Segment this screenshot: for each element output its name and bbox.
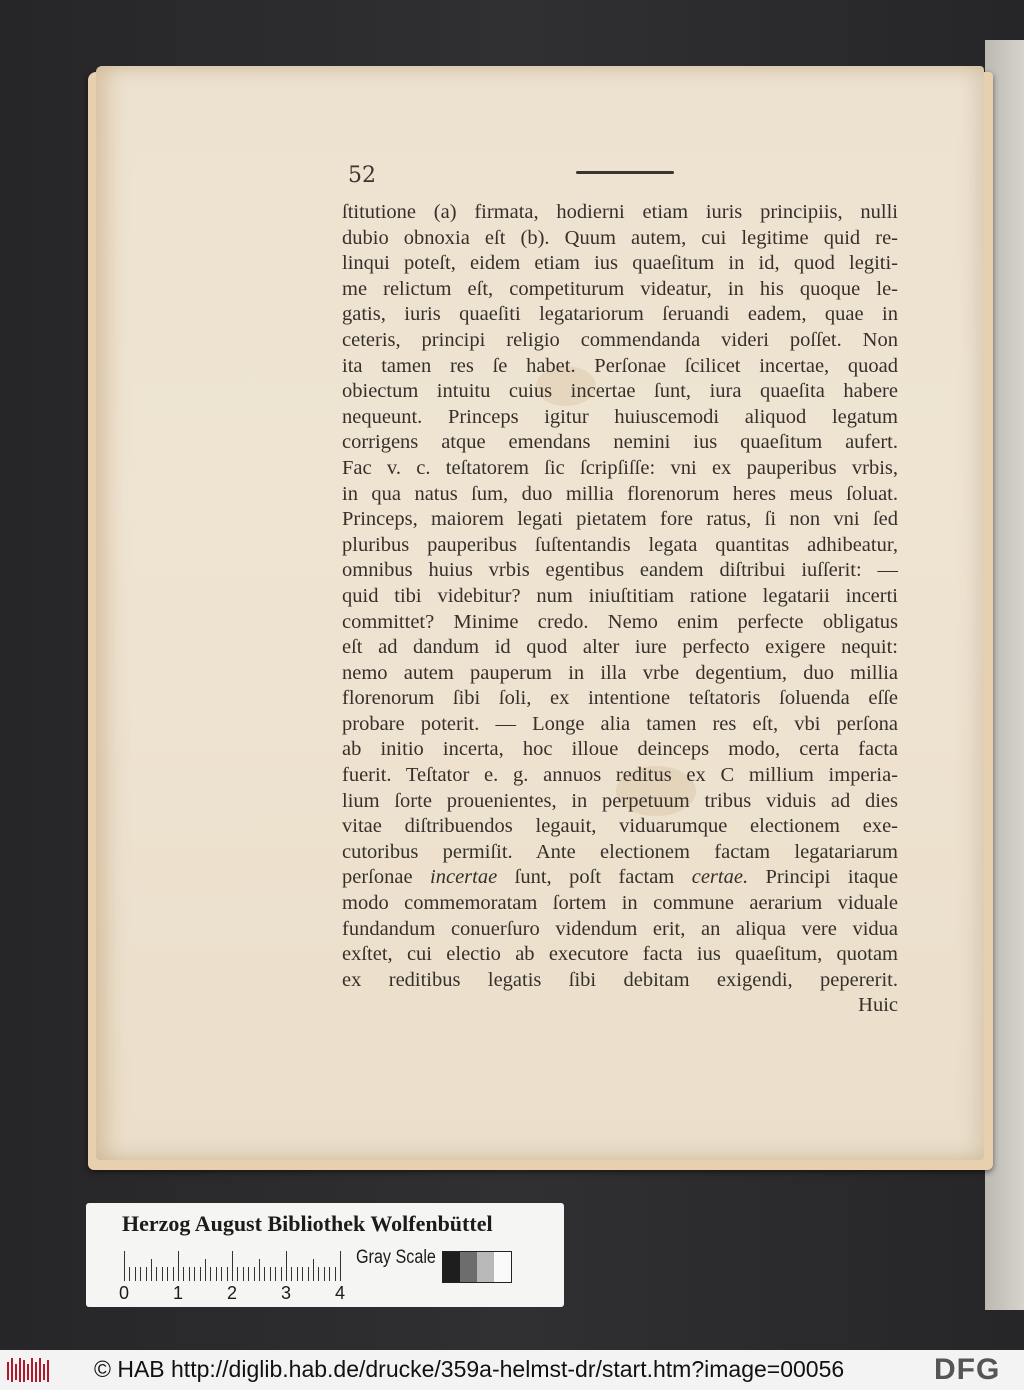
text-line: linqui poteſt, eidem etiam ius quaeſitum in id, quod legiti- <box>342 252 898 275</box>
text-line: nequeunt. Princeps igitur huiuscemodi aliquod legatum <box>342 405 898 428</box>
ruler-tick <box>313 1259 314 1281</box>
text-line: eſt ad dandum id quod alter iure perfecto exigere nequit: <box>342 636 898 659</box>
page-number: 52 <box>348 163 376 188</box>
library-name: Herzog August Bibliothek Wolfenbüttel <box>122 1211 493 1236</box>
ruler-tick <box>275 1267 276 1281</box>
ruler-tick <box>291 1267 292 1281</box>
ruler-tick <box>173 1267 174 1281</box>
text-line: vitae diſtribuendos legauit, viduarumque electionem exe- <box>342 815 898 838</box>
text-line: cutoribus permiſit. Ante electionem factam legatariarum <box>342 840 898 863</box>
ruler-tick <box>324 1267 325 1281</box>
ruler-tick <box>140 1267 141 1281</box>
text-line: obiectum intuitu cuius incertae ſunt, iura quaeſita habere <box>342 380 898 403</box>
text-line: corrigens atque emendans nemini ius quaeſitum aufert. <box>342 431 898 454</box>
copyright-url[interactable]: © HAB http://diglib.hab.de/drucke/359a-helmst-dr/start.htm?image=00056 <box>94 1356 845 1382</box>
ruler-tick <box>156 1267 157 1281</box>
text-line: Fac v. c. teſtatorem ſic ſcripſiſſe: vni ex pauperibus vrbis, <box>342 456 898 479</box>
ruler-tick <box>259 1259 260 1281</box>
ruler-tick <box>232 1251 233 1281</box>
ruler-tick <box>167 1267 168 1281</box>
ruler-tick <box>183 1267 184 1281</box>
ruler-tick <box>318 1267 319 1281</box>
text-line-italic-mix: perſonae incertae ſunt, poſt factam certae. Principi itaque <box>342 866 898 889</box>
text-line: nemo autem pauperum in illa vrbe degentium, duo millia <box>342 661 898 684</box>
ruler-tick <box>194 1267 195 1281</box>
header-rule <box>576 171 674 174</box>
gray-swatch <box>477 1252 494 1282</box>
color-target-card <box>86 1203 564 1307</box>
text-line: exſtet, cui electio ab executore facta ius quaeſitum, quotam <box>342 943 898 966</box>
text-line: probare poterit. — Longe alia tamen res eſt, vbi perſona <box>342 712 898 735</box>
ruler-tick <box>329 1267 330 1281</box>
gray-scale-bar <box>442 1251 512 1283</box>
text-line: lium ſorte prouenientes, in perpetuum tribus viduis ad dies <box>342 789 898 812</box>
scale-number: 3 <box>281 1283 292 1303</box>
ruler-tick <box>189 1267 190 1281</box>
scale-number: 0 <box>119 1283 130 1303</box>
text-line: pluribus pauperibus ſuſtentandis legata quantitas adhibeatur, <box>342 533 898 556</box>
italic-word: incertae <box>430 866 498 889</box>
scale-number: 2 <box>227 1283 238 1303</box>
ruler-tick <box>254 1267 255 1281</box>
hab-logo-icon <box>6 1356 50 1384</box>
text-line: omnibus huius vrbis egentibus eandem diſtribui iuſſerit: — <box>342 559 898 582</box>
gray-swatch <box>494 1252 511 1282</box>
ruler-tick <box>286 1251 287 1281</box>
text-line: modo commemoratam ſortem in commune aerarium viduale <box>342 892 898 915</box>
ruler-tick <box>335 1267 336 1281</box>
text-line: me relictum eſt, competiturum videatur, in his quoque le- <box>342 277 898 300</box>
ruler-tick <box>227 1267 228 1281</box>
scale-number: 1 <box>173 1283 184 1303</box>
ruler-tick <box>129 1267 130 1281</box>
text-line: fuerit. Teſtator e. g. annuos reditus ex C millium imperia- <box>342 764 898 787</box>
ruler-tick <box>264 1267 265 1281</box>
dfg-logo: DFG <box>934 1353 1001 1386</box>
italic-word: certae. <box>691 866 749 889</box>
gray-swatch <box>443 1252 460 1282</box>
ruler-tick <box>243 1267 244 1281</box>
gray-scale-label: Gray Scale <box>356 1247 436 1268</box>
ruler-tick <box>162 1267 163 1281</box>
gray-swatch <box>460 1252 477 1282</box>
text-line: florenorum ſibi ſoli, ex intentione teſtatoris ſoluenda eſſe <box>342 687 898 710</box>
text-line: fundandum conuerſuro videndum erit, an aliqua vere vidua <box>342 917 898 940</box>
ruler-tick <box>237 1267 238 1281</box>
text-line: gatis, iuris quaeſiti legatariorum ſeruandi eadem, quae in <box>342 303 898 326</box>
ruler-tick <box>281 1267 282 1281</box>
body-text <box>342 200 898 1019</box>
text-line: ceteris, principi religio commendanda videri poſſet. Non <box>342 328 898 351</box>
ruler-tick <box>302 1267 303 1281</box>
ruler-tick <box>340 1251 341 1281</box>
ruler-tick <box>200 1267 201 1281</box>
ruler-tick <box>205 1259 206 1281</box>
text-line: Princeps, maiorem legati pietatem fore ratus, ſi non vni ſed <box>342 508 898 531</box>
text-line: dubio obnoxia eſt (b). Quum autem, cui legitime quid re- <box>342 226 898 249</box>
text-line: ab initio incerta, hoc illoue deinceps modo, certa facta <box>342 738 898 761</box>
ruler-tick <box>297 1267 298 1281</box>
ruler-tick <box>178 1251 179 1281</box>
text-line: ſtitutione (a) firmata, hodierni etiam iuris principiis, nulli <box>342 201 898 223</box>
ruler-tick <box>216 1267 217 1281</box>
ruler-tick <box>308 1267 309 1281</box>
text-line: committet? Minime credo. Nemo enim perfecte obligatus <box>342 610 898 633</box>
ruler-tick <box>151 1259 152 1281</box>
text-line: quid tibi videbitur? num iniuſtitiam ratione legatarii incerti <box>342 584 898 607</box>
text-line: ita tamen res ſe habet. Perſonae ſcilicet incertae, quoad <box>342 354 898 377</box>
ruler-tick <box>210 1267 211 1281</box>
ruler-tick <box>146 1267 147 1281</box>
ruler-tick <box>248 1267 249 1281</box>
text-line: ex reditibus legatis ſibi debitam exigendi, pepererit. <box>342 968 898 991</box>
scale-ruler <box>124 1249 344 1281</box>
ruler-tick <box>135 1267 136 1281</box>
catchword: Huic <box>858 994 898 1017</box>
text-line: in qua natus ſum, duo millia florenorum heres meus ſoluat. <box>342 482 898 505</box>
ruler-tick <box>270 1267 271 1281</box>
ruler-tick <box>124 1251 125 1281</box>
scale-number: 4 <box>335 1283 346 1303</box>
ruler-tick <box>221 1267 222 1281</box>
